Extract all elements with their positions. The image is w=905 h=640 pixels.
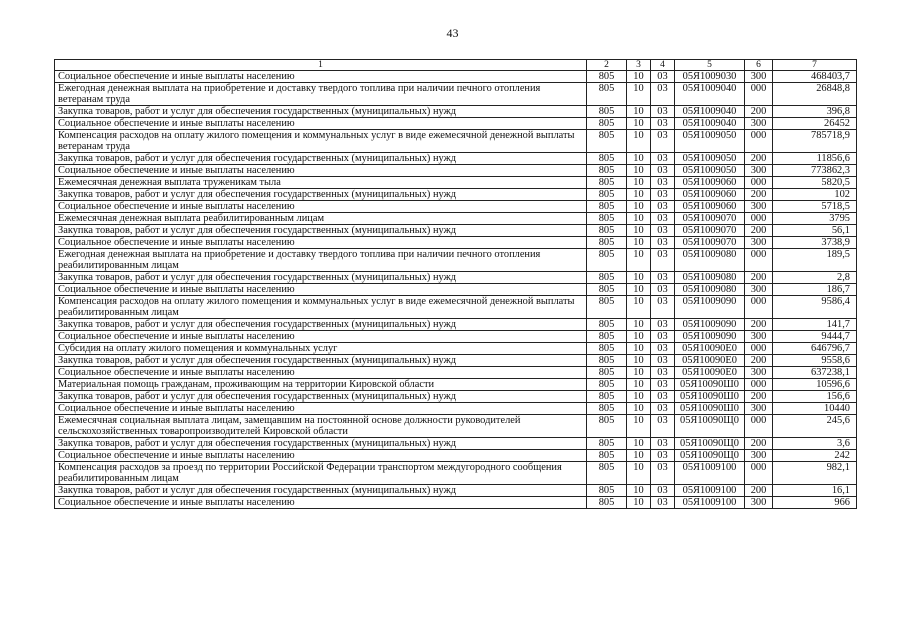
- code-section: 10: [627, 153, 651, 165]
- table-row: [55, 391, 857, 403]
- code-ministry: 805: [587, 189, 627, 201]
- budget-table: [54, 59, 857, 509]
- code-section: 10: [627, 415, 651, 438]
- row-amount: 966: [773, 497, 857, 509]
- table-row: [55, 225, 857, 237]
- table-row: [55, 71, 857, 83]
- code-expense-type: 200: [745, 355, 773, 367]
- code-expense-type: 300: [745, 118, 773, 130]
- code-subsection: 03: [651, 450, 675, 462]
- row-amount: 468403,7: [773, 71, 857, 83]
- code-expense-type: 000: [745, 213, 773, 225]
- table-row: [55, 213, 857, 225]
- code-target-article: 05Я1009050: [675, 130, 745, 153]
- code-ministry: 805: [587, 485, 627, 497]
- code-subsection: 03: [651, 343, 675, 355]
- code-ministry: 805: [587, 331, 627, 343]
- code-section: 10: [627, 379, 651, 391]
- code-ministry: 805: [587, 355, 627, 367]
- code-target-article: 05Я10090Ш0: [675, 391, 745, 403]
- code-subsection: 03: [651, 83, 675, 106]
- row-name: Ежемесячная денежная выплата труженикам тыла: [55, 177, 587, 189]
- code-ministry: 805: [587, 225, 627, 237]
- code-subsection: 03: [651, 272, 675, 284]
- code-target-article: 05Я1009060: [675, 189, 745, 201]
- code-target-article: 05Я10090Щ0: [675, 415, 745, 438]
- table-row: [55, 343, 857, 355]
- header-cell-6: 6: [745, 60, 773, 71]
- code-expense-type: 000: [745, 130, 773, 153]
- code-subsection: 03: [651, 331, 675, 343]
- code-target-article: 05Я10090Ш0: [675, 403, 745, 415]
- code-section: 10: [627, 355, 651, 367]
- code-subsection: 03: [651, 71, 675, 83]
- code-expense-type: 000: [745, 177, 773, 189]
- table-row: [55, 201, 857, 213]
- code-target-article: 05Я1009080: [675, 272, 745, 284]
- row-amount: 26452: [773, 118, 857, 130]
- table-row: [55, 319, 857, 331]
- code-section: 10: [627, 118, 651, 130]
- code-ministry: 805: [587, 237, 627, 249]
- code-ministry: 805: [587, 379, 627, 391]
- code-target-article: 05Я1009100: [675, 462, 745, 485]
- table-row: [55, 403, 857, 415]
- row-amount: 982,1: [773, 462, 857, 485]
- code-section: 10: [627, 331, 651, 343]
- code-expense-type: 000: [745, 379, 773, 391]
- table-row: [55, 249, 857, 272]
- code-ministry: 805: [587, 272, 627, 284]
- code-expense-type: 300: [745, 284, 773, 296]
- table-row: [55, 331, 857, 343]
- code-section: 10: [627, 189, 651, 201]
- row-amount: 10440: [773, 403, 857, 415]
- row-name: Закупка товаров, работ и услуг для обеспечения государственных (муниципальных) нужд: [55, 355, 587, 367]
- code-section: 10: [627, 249, 651, 272]
- code-subsection: 03: [651, 165, 675, 177]
- row-amount: 5718,5: [773, 201, 857, 213]
- code-target-article: 05Я10090Е0: [675, 355, 745, 367]
- code-section: 10: [627, 296, 651, 319]
- code-ministry: 805: [587, 343, 627, 355]
- code-subsection: 03: [651, 379, 675, 391]
- code-ministry: 805: [587, 497, 627, 509]
- code-expense-type: 200: [745, 438, 773, 450]
- code-subsection: 03: [651, 367, 675, 379]
- code-section: 10: [627, 213, 651, 225]
- code-section: 10: [627, 438, 651, 450]
- row-amount: 396,8: [773, 106, 857, 118]
- code-expense-type: 300: [745, 331, 773, 343]
- code-subsection: 03: [651, 403, 675, 415]
- row-amount: 189,5: [773, 249, 857, 272]
- header-cell-2: 2: [587, 60, 627, 71]
- header-cell-7: 7: [773, 60, 857, 71]
- row-name: Компенсация расходов на оплату жилого помещения и коммунальных услуг в виде ежемесячной денежной выплаты реабилитированным лицам: [55, 296, 587, 319]
- table-row: [55, 118, 857, 130]
- table-row: [55, 165, 857, 177]
- code-ministry: 805: [587, 403, 627, 415]
- code-section: 10: [627, 106, 651, 118]
- code-target-article: 05Я10090Щ0: [675, 450, 745, 462]
- row-name: Социальное обеспечение и иные выплаты населению: [55, 367, 587, 379]
- code-target-article: 05Я1009080: [675, 249, 745, 272]
- row-name: Ежемесячная денежная выплата реабилитированным лицам: [55, 213, 587, 225]
- code-ministry: 805: [587, 130, 627, 153]
- code-expense-type: 000: [745, 83, 773, 106]
- row-amount: 5820,5: [773, 177, 857, 189]
- table-row: [55, 272, 857, 284]
- row-name: Социальное обеспечение и иные выплаты населению: [55, 403, 587, 415]
- code-section: 10: [627, 177, 651, 189]
- code-target-article: 05Я10090Е0: [675, 367, 745, 379]
- code-target-article: 05Я1009100: [675, 485, 745, 497]
- code-ministry: 805: [587, 415, 627, 438]
- code-subsection: 03: [651, 177, 675, 189]
- code-subsection: 03: [651, 462, 675, 485]
- code-target-article: 05Я10090Е0: [675, 343, 745, 355]
- row-name: Социальное обеспечение и иные выплаты населению: [55, 331, 587, 343]
- table-row: [55, 379, 857, 391]
- code-expense-type: 300: [745, 367, 773, 379]
- table-row: [55, 355, 857, 367]
- code-expense-type: 300: [745, 497, 773, 509]
- table-row: [55, 438, 857, 450]
- code-section: 10: [627, 485, 651, 497]
- table-row: [55, 153, 857, 165]
- row-amount: 10596,6: [773, 379, 857, 391]
- row-name: Материальная помощь гражданам, проживающим на территории Кировской области: [55, 379, 587, 391]
- code-target-article: 05Я1009040: [675, 118, 745, 130]
- row-amount: 637238,1: [773, 367, 857, 379]
- table-row: [55, 237, 857, 249]
- code-target-article: 05Я1009060: [675, 177, 745, 189]
- code-ministry: 805: [587, 153, 627, 165]
- table-row: [55, 189, 857, 201]
- row-amount: 16,1: [773, 485, 857, 497]
- row-amount: 141,7: [773, 319, 857, 331]
- row-amount: 186,7: [773, 284, 857, 296]
- code-section: 10: [627, 403, 651, 415]
- code-ministry: 805: [587, 213, 627, 225]
- code-expense-type: 200: [745, 106, 773, 118]
- code-expense-type: 200: [745, 319, 773, 331]
- row-name: Закупка товаров, работ и услуг для обеспечения государственных (муниципальных) нужд: [55, 438, 587, 450]
- code-target-article: 05Я1009030: [675, 71, 745, 83]
- code-target-article: 05Я1009070: [675, 237, 745, 249]
- code-target-article: 05Я1009040: [675, 106, 745, 118]
- code-expense-type: 300: [745, 403, 773, 415]
- table-row: [55, 450, 857, 462]
- code-section: 10: [627, 343, 651, 355]
- table-header-row: [55, 60, 857, 71]
- row-amount: 9558,6: [773, 355, 857, 367]
- row-amount: 646796,7: [773, 343, 857, 355]
- code-section: 10: [627, 367, 651, 379]
- code-target-article: 05Я1009100: [675, 497, 745, 509]
- code-subsection: 03: [651, 497, 675, 509]
- code-expense-type: 000: [745, 343, 773, 355]
- row-amount: 26848,8: [773, 83, 857, 106]
- row-name: Закупка товаров, работ и услуг для обеспечения государственных (муниципальных) нужд: [55, 391, 587, 403]
- code-expense-type: 200: [745, 189, 773, 201]
- code-subsection: 03: [651, 438, 675, 450]
- row-name: Социальное обеспечение и иные выплаты населению: [55, 118, 587, 130]
- header-cell-1: 1: [55, 60, 587, 71]
- row-name: Закупка товаров, работ и услуг для обеспечения государственных (муниципальных) нужд: [55, 225, 587, 237]
- code-target-article: 05Я1009070: [675, 225, 745, 237]
- code-target-article: 05Я1009050: [675, 153, 745, 165]
- code-expense-type: 000: [745, 415, 773, 438]
- code-ministry: 805: [587, 106, 627, 118]
- table-row: [55, 485, 857, 497]
- code-ministry: 805: [587, 249, 627, 272]
- row-name: Социальное обеспечение и иные выплаты населению: [55, 201, 587, 213]
- code-section: 10: [627, 450, 651, 462]
- code-subsection: 03: [651, 130, 675, 153]
- code-ministry: 805: [587, 438, 627, 450]
- table-row: [55, 106, 857, 118]
- page-number: 43: [446, 26, 459, 40]
- code-section: 10: [627, 391, 651, 403]
- table-row: [55, 462, 857, 485]
- code-ministry: 805: [587, 367, 627, 379]
- code-ministry: 805: [587, 284, 627, 296]
- code-target-article: 05Я10090Щ0: [675, 438, 745, 450]
- code-ministry: 805: [587, 319, 627, 331]
- code-subsection: 03: [651, 118, 675, 130]
- code-subsection: 03: [651, 249, 675, 272]
- code-expense-type: 200: [745, 272, 773, 284]
- code-ministry: 805: [587, 177, 627, 189]
- code-ministry: 805: [587, 391, 627, 403]
- row-amount: 3738,9: [773, 237, 857, 249]
- row-amount: 242: [773, 450, 857, 462]
- code-expense-type: 200: [745, 391, 773, 403]
- row-amount: 9586,4: [773, 296, 857, 319]
- code-ministry: 805: [587, 71, 627, 83]
- code-section: 10: [627, 201, 651, 213]
- table-body: [55, 60, 857, 509]
- code-subsection: 03: [651, 415, 675, 438]
- row-name: Закупка товаров, работ и услуг для обеспечения государственных (муниципальных) нужд: [55, 153, 587, 165]
- code-ministry: 805: [587, 118, 627, 130]
- code-subsection: 03: [651, 319, 675, 331]
- code-expense-type: 200: [745, 225, 773, 237]
- header-cell-3: 3: [627, 60, 651, 71]
- row-name: Закупка товаров, работ и услуг для обеспечения государственных (муниципальных) нужд: [55, 485, 587, 497]
- row-name: Ежегодная денежная выплата на приобретение и доставку твердого топлива при наличии печного отопления реабилитированным лицам: [55, 249, 587, 272]
- code-ministry: 805: [587, 296, 627, 319]
- row-name: Компенсация расходов за проезд по территории Российской Федерации транспортом междугородного сообщения реабилитированным лицам: [55, 462, 587, 485]
- code-expense-type: 000: [745, 462, 773, 485]
- code-section: 10: [627, 272, 651, 284]
- code-section: 10: [627, 165, 651, 177]
- row-amount: 3,6: [773, 438, 857, 450]
- code-section: 10: [627, 237, 651, 249]
- code-expense-type: 300: [745, 71, 773, 83]
- row-name: Социальное обеспечение и иные выплаты населению: [55, 71, 587, 83]
- code-subsection: 03: [651, 189, 675, 201]
- row-amount: 56,1: [773, 225, 857, 237]
- row-name: Закупка товаров, работ и услуг для обеспечения государственных (муниципальных) нужд: [55, 106, 587, 118]
- code-ministry: 805: [587, 201, 627, 213]
- table-row: [55, 284, 857, 296]
- code-target-article: 05Я1009050: [675, 165, 745, 177]
- row-amount: 9444,7: [773, 331, 857, 343]
- header-cell-5: 5: [675, 60, 745, 71]
- row-amount: 773862,3: [773, 165, 857, 177]
- row-name: Ежемесячная социальная выплата лицам, замещавшим на постоянной основе должности руководителей сельскохозяйственных товаропроизводителей Кировской области: [55, 415, 587, 438]
- code-subsection: 03: [651, 106, 675, 118]
- code-section: 10: [627, 497, 651, 509]
- code-section: 10: [627, 71, 651, 83]
- code-section: 10: [627, 284, 651, 296]
- code-section: 10: [627, 130, 651, 153]
- header-cell-4: 4: [651, 60, 675, 71]
- code-subsection: 03: [651, 225, 675, 237]
- table-row: [55, 130, 857, 153]
- code-target-article: 05Я1009090: [675, 331, 745, 343]
- code-target-article: 05Я1009090: [675, 319, 745, 331]
- code-expense-type: 200: [745, 153, 773, 165]
- row-amount: 11856,6: [773, 153, 857, 165]
- code-ministry: 805: [587, 165, 627, 177]
- code-ministry: 805: [587, 462, 627, 485]
- code-subsection: 03: [651, 355, 675, 367]
- code-subsection: 03: [651, 213, 675, 225]
- table-row: [55, 177, 857, 189]
- code-section: 10: [627, 83, 651, 106]
- table-row: [55, 296, 857, 319]
- row-amount: 2,8: [773, 272, 857, 284]
- code-ministry: 805: [587, 83, 627, 106]
- code-subsection: 03: [651, 284, 675, 296]
- row-name: Социальное обеспечение и иные выплаты населению: [55, 450, 587, 462]
- code-target-article: 05Я1009060: [675, 201, 745, 213]
- code-section: 10: [627, 225, 651, 237]
- code-expense-type: 000: [745, 249, 773, 272]
- table-row: [55, 367, 857, 379]
- code-target-article: 05Я1009070: [675, 213, 745, 225]
- row-amount: 102: [773, 189, 857, 201]
- code-expense-type: 300: [745, 450, 773, 462]
- table-row: [55, 415, 857, 438]
- code-subsection: 03: [651, 201, 675, 213]
- code-subsection: 03: [651, 237, 675, 249]
- code-subsection: 03: [651, 391, 675, 403]
- row-name: Закупка товаров, работ и услуг для обеспечения государственных (муниципальных) нужд: [55, 189, 587, 201]
- table-row: [55, 497, 857, 509]
- code-subsection: 03: [651, 296, 675, 319]
- code-section: 10: [627, 462, 651, 485]
- code-expense-type: 300: [745, 201, 773, 213]
- row-amount: 3795: [773, 213, 857, 225]
- code-expense-type: 000: [745, 296, 773, 319]
- code-expense-type: 300: [745, 165, 773, 177]
- row-name: Субсидия на оплату жилого помещения и коммунальных услуг: [55, 343, 587, 355]
- code-target-article: 05Я10090Ш0: [675, 379, 745, 391]
- row-amount: 156,6: [773, 391, 857, 403]
- code-target-article: 05Я1009080: [675, 284, 745, 296]
- code-section: 10: [627, 319, 651, 331]
- row-name: Закупка товаров, работ и услуг для обеспечения государственных (муниципальных) нужд: [55, 319, 587, 331]
- table-row: [55, 83, 857, 106]
- row-name: Социальное обеспечение и иные выплаты населению: [55, 284, 587, 296]
- code-expense-type: 200: [745, 485, 773, 497]
- code-subsection: 03: [651, 485, 675, 497]
- code-target-article: 05Я1009090: [675, 296, 745, 319]
- row-amount: 245,6: [773, 415, 857, 438]
- row-name: Ежегодная денежная выплата на приобретение и доставку твердого топлива при наличии печного отопления ветеранам труда: [55, 83, 587, 106]
- code-expense-type: 300: [745, 237, 773, 249]
- row-name: Закупка товаров, работ и услуг для обеспечения государственных (муниципальных) нужд: [55, 272, 587, 284]
- row-amount: 785718,9: [773, 130, 857, 153]
- code-subsection: 03: [651, 153, 675, 165]
- code-target-article: 05Я1009040: [675, 83, 745, 106]
- code-ministry: 805: [587, 450, 627, 462]
- row-name: Социальное обеспечение и иные выплаты населению: [55, 165, 587, 177]
- row-name: Социальное обеспечение и иные выплаты населению: [55, 237, 587, 249]
- row-name: Социальное обеспечение и иные выплаты населению: [55, 497, 587, 509]
- row-name: Компенсация расходов на оплату жилого помещения и коммунальных услуг в виде ежемесячной денежной выплаты ветеранам труда: [55, 130, 587, 153]
